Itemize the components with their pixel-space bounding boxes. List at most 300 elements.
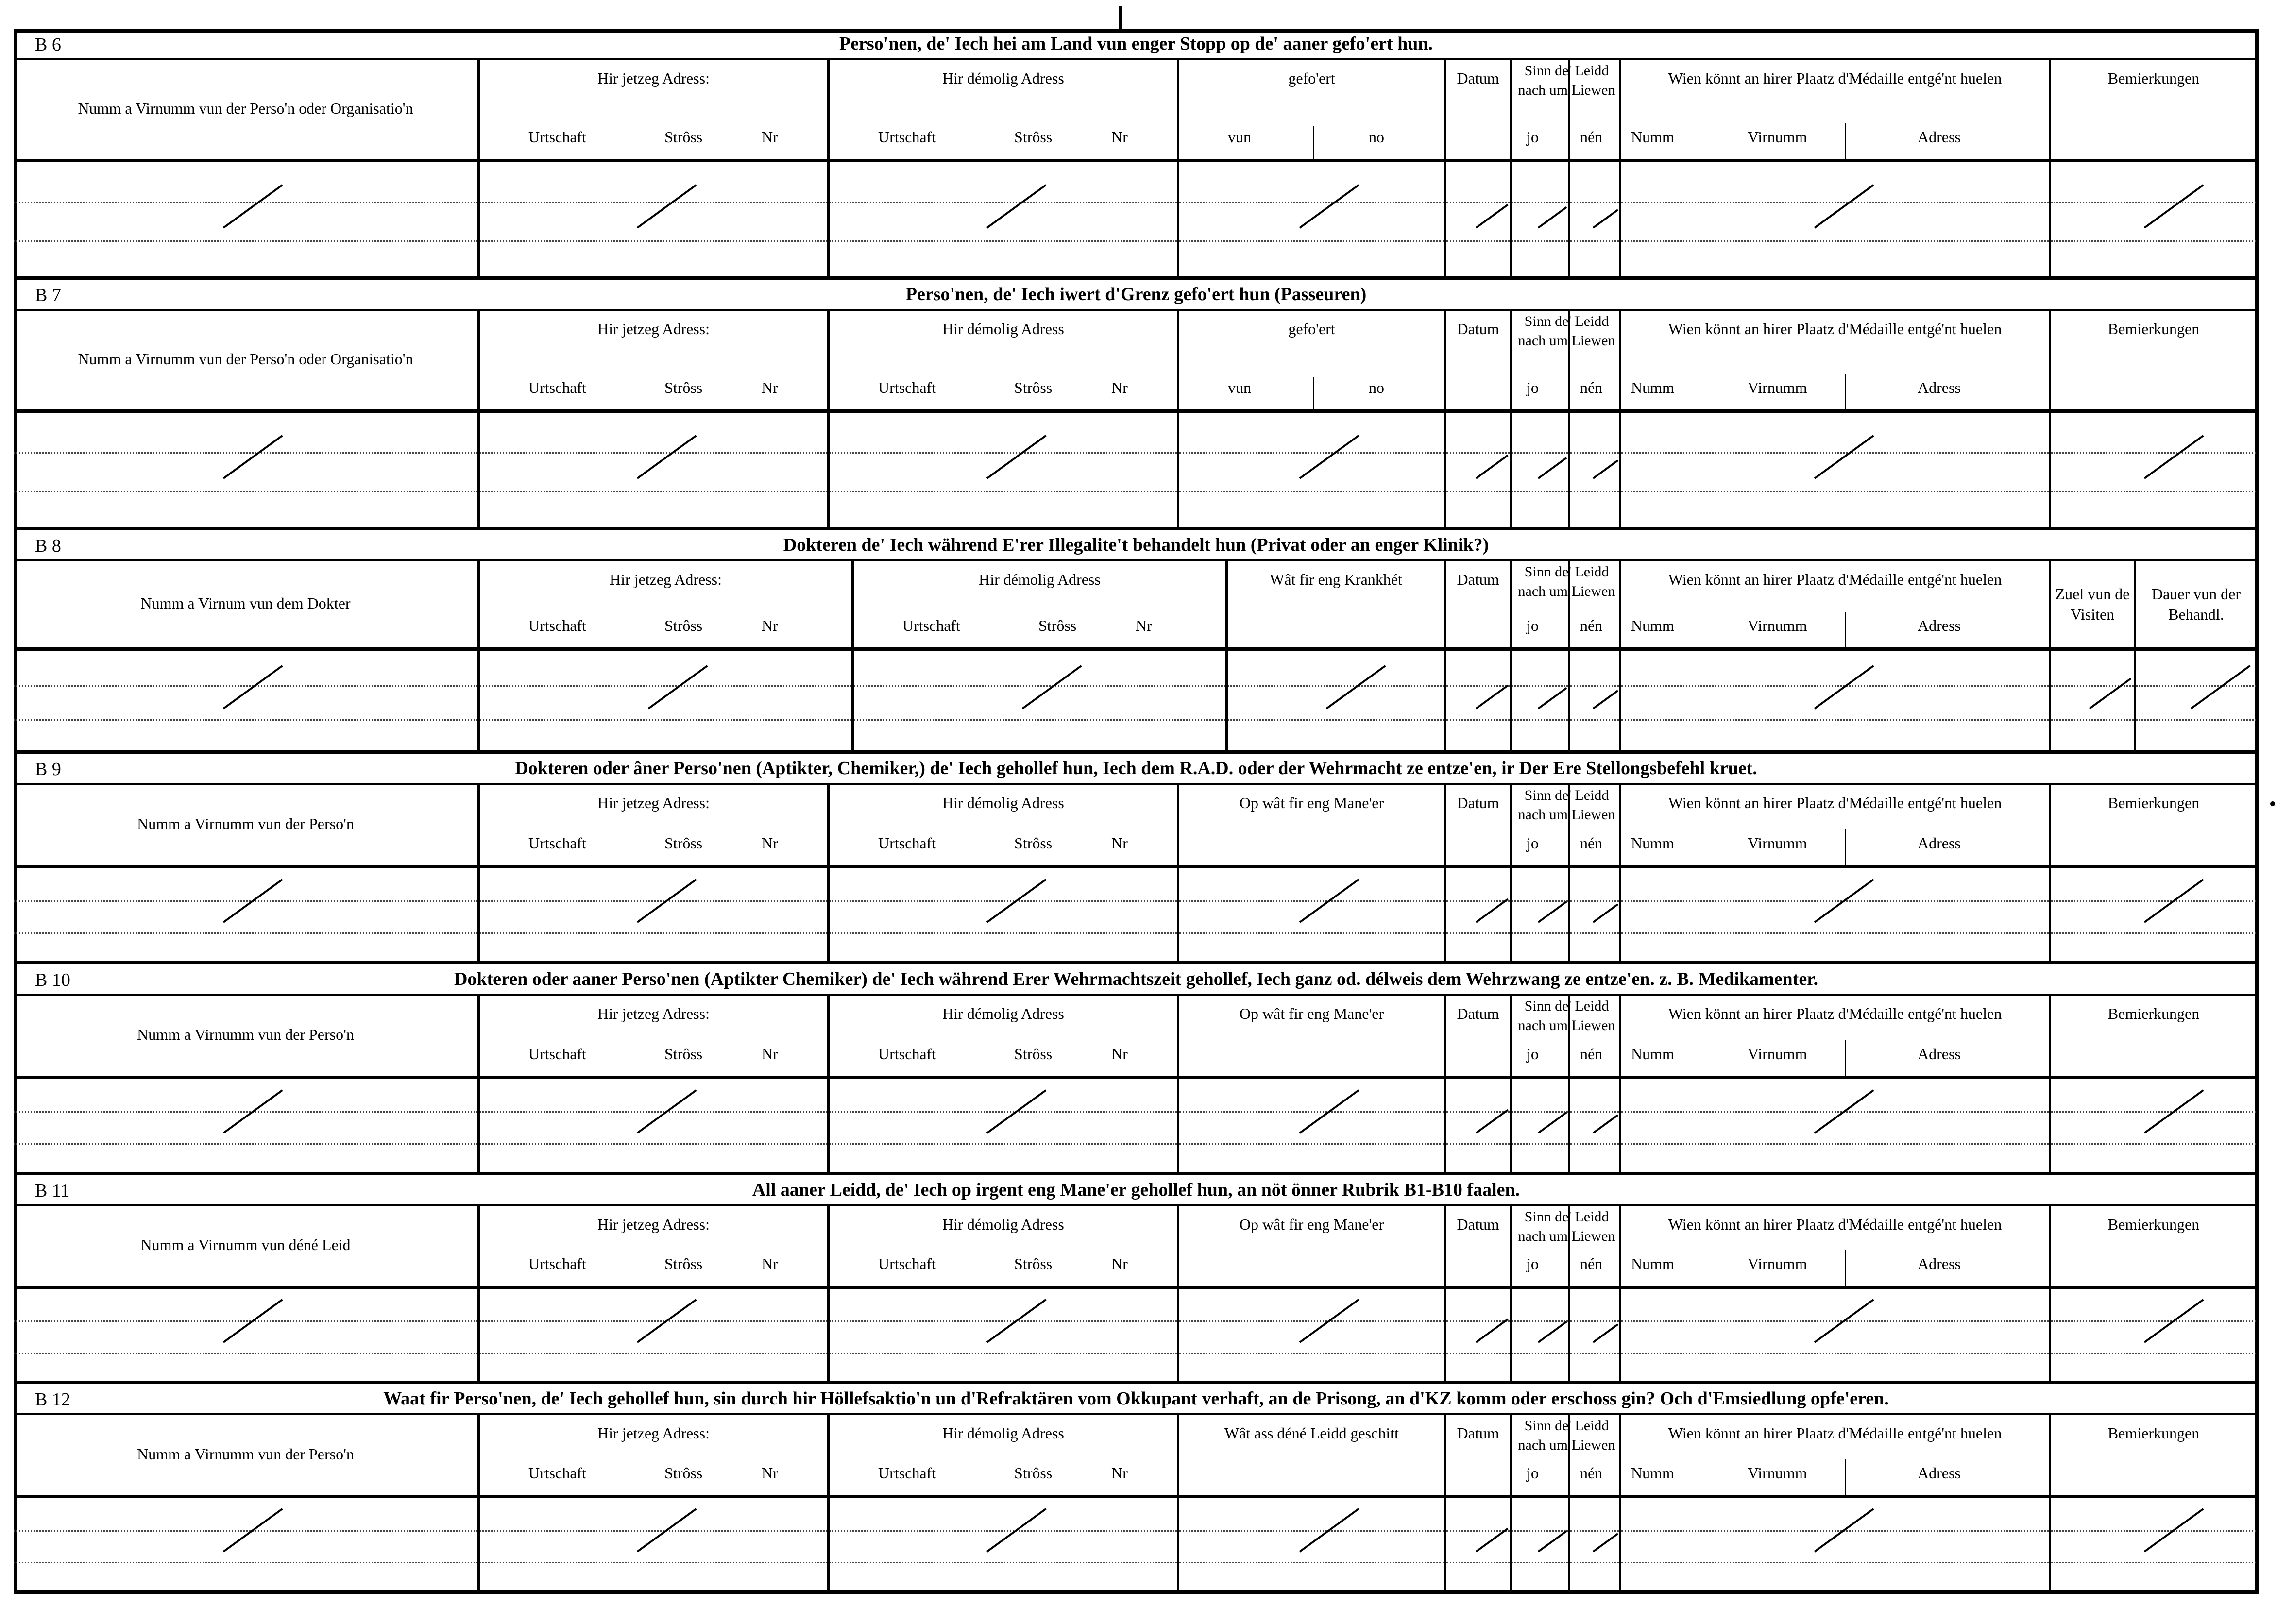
entry-line bbox=[480, 240, 827, 242]
entry-line bbox=[1446, 240, 1510, 242]
address-label: Adress bbox=[1918, 1045, 1961, 1063]
header-cell bbox=[480, 58, 830, 162]
entry-cell[interactable] bbox=[1570, 1079, 1621, 1175]
number-label: Nr bbox=[1111, 379, 1128, 396]
entry-cell[interactable] bbox=[1446, 413, 1512, 530]
entry-cell[interactable] bbox=[480, 413, 830, 530]
section-grid bbox=[14, 1204, 2259, 1381]
header-cell bbox=[1179, 994, 1446, 1079]
date-header: Datum bbox=[1457, 69, 1499, 87]
section-title: Dokteren de' Iech während E'rer Illegalite't behandelt hun (Privat oder an enger Klinik?) bbox=[783, 535, 1489, 555]
entry-line bbox=[14, 1562, 477, 1563]
entry-line bbox=[2051, 932, 2256, 934]
yes-label: jo bbox=[1527, 1045, 1539, 1063]
no-label: nén bbox=[1580, 1255, 1603, 1272]
handwritten-stroke bbox=[1593, 459, 1618, 479]
firstname-label: Virnumm bbox=[1748, 379, 1807, 396]
street-label: Strôss bbox=[664, 834, 703, 852]
entry-line bbox=[480, 1320, 827, 1322]
entry-cell[interactable] bbox=[14, 1498, 480, 1594]
entry-cell[interactable] bbox=[1570, 651, 1621, 754]
entry-line bbox=[2051, 1530, 2256, 1532]
entry-line bbox=[2051, 240, 2256, 242]
entry-line bbox=[1179, 1143, 1444, 1145]
name-header: Numm a Virnumm vun der Perso'n bbox=[137, 1445, 354, 1463]
header-cell bbox=[1446, 783, 1512, 868]
entry-cell[interactable] bbox=[1446, 651, 1512, 754]
entry-cell[interactable] bbox=[1512, 162, 1570, 280]
entry-line bbox=[2136, 719, 2256, 721]
entry-cell[interactable] bbox=[830, 162, 1179, 280]
entry-cell[interactable] bbox=[1179, 1289, 1446, 1384]
entry-cell[interactable] bbox=[1570, 413, 1621, 530]
address-label: Adress bbox=[1918, 379, 1961, 396]
entry-line bbox=[2051, 1320, 2256, 1322]
entry-cell[interactable] bbox=[1179, 162, 1446, 280]
header-cell bbox=[830, 994, 1179, 1079]
type-header: Op wât fir eng Mane'er bbox=[1239, 1216, 1384, 1233]
name-header: Numm a Virnumm vun der Perso'n bbox=[137, 815, 354, 832]
medal-header: Wien könnt an hirer Plaatz d'Médaille entgé'nt huelen bbox=[1668, 1216, 2002, 1233]
no-label: nén bbox=[1580, 1464, 1603, 1482]
divider bbox=[1313, 126, 1314, 159]
handwritten-stroke bbox=[1593, 903, 1618, 923]
header-cell bbox=[2051, 559, 2136, 651]
section-code: B 9 bbox=[35, 759, 61, 779]
yes-label: jo bbox=[1527, 834, 1539, 852]
header-cell bbox=[14, 994, 480, 1079]
handwritten-stroke bbox=[2144, 184, 2204, 228]
entry-line bbox=[1570, 240, 1619, 242]
entry-cell[interactable] bbox=[1570, 162, 1621, 280]
entry-line bbox=[480, 1530, 827, 1532]
handwritten-stroke bbox=[986, 435, 1047, 479]
header-cell bbox=[1446, 559, 1512, 651]
remarks-header: Bemierkungen bbox=[2107, 1216, 2200, 1233]
surname-label: Numm bbox=[1631, 1045, 1674, 1063]
remarks-header: Bemierkungen bbox=[2107, 320, 2200, 338]
entry-cell[interactable] bbox=[480, 162, 830, 280]
header-cell bbox=[1621, 559, 2051, 651]
section-code: B 7 bbox=[35, 285, 61, 305]
entry-line bbox=[1570, 1111, 1619, 1113]
entry-cell[interactable] bbox=[2051, 1079, 2259, 1175]
town-label: Urtschaft bbox=[528, 617, 587, 634]
number-label: Nr bbox=[762, 379, 778, 396]
entry-line bbox=[1179, 1320, 1444, 1322]
entry-cell[interactable] bbox=[1621, 413, 2051, 530]
entry-cell[interactable] bbox=[14, 413, 480, 530]
header-cell bbox=[830, 58, 1179, 162]
entry-line bbox=[1179, 491, 1444, 492]
entry-cell[interactable] bbox=[480, 1289, 830, 1384]
section-title: Dokteren oder âner Perso'nen (Aptikter, Chemiker,) de' Iech gehollef hun, Iech dem R.A.D. oder der Wehrmacht ze entze'en, ir Der Ere Stellongsbefehl kruet. bbox=[515, 758, 1757, 778]
section-code: B 10 bbox=[35, 970, 70, 990]
header-cell bbox=[480, 783, 830, 868]
remarks-header: Bemierkungen bbox=[2107, 69, 2200, 87]
entry-cell[interactable] bbox=[1512, 1079, 1570, 1175]
entry-cell[interactable] bbox=[1512, 1498, 1570, 1594]
section-title: Dokteren oder aaner Perso'nen (Aptikter Chemiker) de' Iech während Erer Wehrmachtszeit gehollef, Iech ganz od. délweis dem Wehrzwang ze entze'en. z. B. Medikamenter. bbox=[454, 969, 1818, 989]
firstname-label: Virnumm bbox=[1748, 1255, 1807, 1272]
handwritten-stroke bbox=[1593, 1323, 1618, 1343]
handwritten-stroke bbox=[637, 435, 697, 479]
entry-line bbox=[1446, 1562, 1510, 1563]
town-label: Urtschaft bbox=[878, 1255, 936, 1272]
entry-line bbox=[1512, 932, 1568, 934]
entry-cell[interactable] bbox=[2051, 413, 2259, 530]
section-title: All aaner Leidd, de' Iech op irgent eng Mane'er gehollef hun, an nöt önner Rubrik B1-B10 faalen. bbox=[752, 1180, 1520, 1200]
page-top-mark bbox=[1119, 6, 1122, 29]
former-address-header: Hir démolig Adress bbox=[942, 1216, 1064, 1233]
from-label: vun bbox=[1228, 379, 1251, 396]
entry-line bbox=[854, 719, 1225, 721]
divider bbox=[1845, 123, 1846, 159]
section-b10 bbox=[14, 964, 2259, 1175]
medal-header: Wien könnt an hirer Plaatz d'Médaille entgé'nt huelen bbox=[1668, 1424, 2002, 1442]
entry-line bbox=[1621, 719, 2049, 721]
entry-cell[interactable] bbox=[1179, 413, 1446, 530]
header-cell bbox=[14, 1413, 480, 1498]
section-title: Waat fir Perso'nen, de' Iech gehollef hun, sin durch hir Höllefsaktio'n un d'Refraktären vom Okkupant verhaft, an de Prisong, an d'KZ komm oder erschoss gin? Och d'Emsiedlung opfe'eren. bbox=[383, 1388, 1889, 1409]
entry-cell[interactable] bbox=[2051, 162, 2259, 280]
entry-cell[interactable] bbox=[14, 651, 480, 754]
entry-cell[interactable] bbox=[1228, 651, 1446, 754]
entry-cell[interactable] bbox=[2136, 651, 2259, 754]
entry-cell[interactable] bbox=[1512, 868, 1570, 964]
entry-line bbox=[1621, 202, 2049, 203]
entry-cell[interactable] bbox=[2051, 1289, 2259, 1384]
handwritten-stroke bbox=[223, 665, 283, 709]
handwritten-stroke bbox=[1476, 455, 1509, 479]
entry-line bbox=[14, 491, 477, 492]
entry-line bbox=[1621, 1320, 2049, 1322]
entry-line bbox=[1446, 1353, 1510, 1354]
medal-header: Wien könnt an hirer Plaatz d'Médaille entgé'nt huelen bbox=[1668, 571, 2002, 588]
entry-line bbox=[1621, 1353, 2049, 1354]
number-label: Nr bbox=[1136, 617, 1152, 634]
name-header: Numm a Virnumm vun déné Leid bbox=[140, 1236, 351, 1253]
town-label: Urtschaft bbox=[878, 128, 936, 146]
header-cell bbox=[14, 559, 480, 651]
handwritten-stroke bbox=[1814, 435, 1874, 479]
entry-line bbox=[1570, 1320, 1619, 1322]
header-cell bbox=[1621, 783, 2051, 868]
entry-cell[interactable] bbox=[1512, 413, 1570, 530]
entry-line bbox=[830, 1353, 1177, 1354]
header-cell bbox=[830, 783, 1179, 868]
entry-cell[interactable] bbox=[14, 868, 480, 964]
entry-cell[interactable] bbox=[1446, 162, 1512, 280]
entry-cell[interactable] bbox=[830, 413, 1179, 530]
street-label: Strôss bbox=[1014, 1045, 1053, 1063]
section-code: B 8 bbox=[35, 536, 61, 556]
address-label: Adress bbox=[1918, 128, 1961, 146]
header-cell bbox=[2051, 309, 2259, 413]
number-label: Nr bbox=[1111, 1045, 1128, 1063]
yes-label: jo bbox=[1527, 128, 1539, 146]
handwritten-stroke bbox=[2089, 678, 2131, 710]
street-label: Strôss bbox=[664, 379, 703, 396]
entry-cell[interactable] bbox=[2051, 868, 2259, 964]
entry-cell[interactable] bbox=[1512, 651, 1570, 754]
entry-line bbox=[1570, 719, 1619, 721]
handwritten-stroke bbox=[1299, 435, 1359, 479]
header-cell bbox=[830, 1204, 1179, 1289]
entry-line bbox=[1570, 1562, 1619, 1563]
firstname-label: Virnumm bbox=[1748, 128, 1807, 146]
entry-line bbox=[2051, 900, 2256, 902]
entry-line bbox=[1621, 900, 2049, 902]
header-cell bbox=[1179, 1413, 1446, 1498]
entry-line bbox=[1446, 685, 1510, 687]
header-cell bbox=[480, 309, 830, 413]
former-address-header: Hir démolig Adress bbox=[942, 320, 1064, 338]
number-label: Nr bbox=[1111, 128, 1128, 146]
entry-line bbox=[1446, 1320, 1510, 1322]
alive-header: Sinn de' Leidd nach um Liewen bbox=[1518, 313, 1615, 349]
entry-line bbox=[14, 1111, 477, 1113]
entry-cell[interactable] bbox=[14, 1289, 480, 1384]
entry-line bbox=[1512, 1320, 1568, 1322]
entry-line bbox=[1621, 1530, 2049, 1532]
duration-header: Dauer vun der Behandl. bbox=[2151, 585, 2241, 623]
entry-line bbox=[1621, 491, 2049, 492]
alive-header: Sinn de' Leidd nach um Liewen bbox=[1518, 787, 1615, 823]
entry-cell[interactable] bbox=[1621, 868, 2051, 964]
handwritten-stroke bbox=[1326, 665, 1386, 709]
entry-line bbox=[830, 491, 1177, 492]
entry-line bbox=[1621, 685, 2049, 687]
number-label: Nr bbox=[1111, 1255, 1128, 1272]
entry-line bbox=[1621, 1143, 2049, 1145]
entry-line bbox=[480, 1353, 827, 1354]
entry-line bbox=[830, 1562, 1177, 1563]
alive-header: Sinn de' Leidd nach um Liewen bbox=[1518, 998, 1615, 1033]
former-address-header: Hir démolig Adress bbox=[979, 571, 1101, 588]
entry-line bbox=[1179, 1562, 1444, 1563]
section-grid bbox=[14, 58, 2259, 276]
entry-line bbox=[14, 719, 477, 721]
header-cell bbox=[1179, 1204, 1446, 1289]
divider bbox=[1845, 1459, 1846, 1495]
entry-cell[interactable] bbox=[1621, 162, 2051, 280]
section-code: B 11 bbox=[35, 1181, 70, 1201]
section-code: B 6 bbox=[35, 34, 61, 55]
entry-cell[interactable] bbox=[1621, 1498, 2051, 1594]
remarks-header: Bemierkungen bbox=[2107, 1424, 2200, 1442]
entry-cell[interactable] bbox=[1179, 868, 1446, 964]
town-label: Urtschaft bbox=[878, 1464, 936, 1482]
entry-line bbox=[2051, 452, 2256, 454]
entry-cell[interactable] bbox=[480, 1079, 830, 1175]
no-label: nén bbox=[1580, 128, 1603, 146]
surname-label: Numm bbox=[1631, 617, 1674, 634]
entry-line bbox=[830, 1320, 1177, 1322]
entry-cell[interactable] bbox=[830, 1289, 1179, 1384]
entry-cell[interactable] bbox=[830, 1498, 1179, 1594]
section-grid bbox=[14, 783, 2259, 961]
current-address-header: Hir jetzeg Adress: bbox=[609, 571, 722, 588]
entry-line bbox=[1570, 491, 1619, 492]
entry-line bbox=[480, 1111, 827, 1113]
entry-cell[interactable] bbox=[1446, 1498, 1512, 1594]
address-label: Adress bbox=[1918, 617, 1961, 634]
entry-cell[interactable] bbox=[1621, 1079, 2051, 1175]
entry-line bbox=[14, 1320, 477, 1322]
town-label: Urtschaft bbox=[528, 1255, 587, 1272]
firstname-label: Virnumm bbox=[1748, 1464, 1807, 1482]
entry-cell[interactable] bbox=[830, 1079, 1179, 1175]
medal-header: Wien könnt an hirer Plaatz d'Médaille entgé'nt huelen bbox=[1668, 69, 2002, 87]
entry-line bbox=[830, 900, 1177, 902]
handwritten-stroke bbox=[1538, 901, 1567, 923]
entry-line bbox=[1446, 202, 1510, 203]
entry-line bbox=[1512, 719, 1568, 721]
alive-header: Sinn de' Leidd nach um Liewen bbox=[1518, 564, 1615, 599]
handwritten-stroke bbox=[223, 184, 283, 228]
number-label: Nr bbox=[1111, 834, 1128, 852]
surname-label: Numm bbox=[1631, 834, 1674, 852]
entry-line bbox=[14, 240, 477, 242]
number-label: Nr bbox=[762, 1045, 778, 1063]
entry-cell[interactable] bbox=[1621, 1289, 2051, 1384]
firstname-label: Virnumm bbox=[1748, 1045, 1807, 1063]
entry-cell[interactable] bbox=[1179, 1079, 1446, 1175]
entry-line bbox=[1512, 202, 1568, 203]
handwritten-stroke bbox=[223, 435, 283, 479]
address-label: Adress bbox=[1918, 1464, 1961, 1482]
entry-line bbox=[830, 452, 1177, 454]
handwritten-stroke bbox=[1476, 1319, 1509, 1343]
entry-line bbox=[830, 932, 1177, 934]
entry-line bbox=[1446, 1111, 1510, 1113]
entry-line bbox=[1512, 1143, 1568, 1145]
entry-cell[interactable] bbox=[830, 868, 1179, 964]
name-header: Numm a Virnumm vun der Perso'n bbox=[137, 1026, 354, 1043]
handwritten-stroke bbox=[1538, 457, 1567, 479]
type-header: Wât ass déné Leidd geschitt bbox=[1224, 1424, 1399, 1442]
former-address-header: Hir démolig Adress bbox=[942, 1424, 1064, 1442]
no-label: nén bbox=[1580, 1045, 1603, 1063]
entry-line bbox=[14, 900, 477, 902]
entry-cell[interactable] bbox=[1179, 1498, 1446, 1594]
handwritten-stroke bbox=[1593, 1114, 1618, 1133]
town-label: Urtschaft bbox=[878, 379, 936, 396]
entry-cell[interactable] bbox=[1446, 1289, 1512, 1384]
current-address-header: Hir jetzeg Adress: bbox=[597, 1216, 710, 1233]
entry-line bbox=[1446, 1530, 1510, 1532]
entry-line bbox=[480, 719, 851, 721]
entry-cell[interactable] bbox=[2051, 1498, 2259, 1594]
entry-line bbox=[1512, 1562, 1568, 1563]
section-b11 bbox=[14, 1175, 2259, 1384]
entry-line bbox=[1179, 202, 1444, 203]
date-header: Datum bbox=[1457, 794, 1499, 812]
handwritten-stroke bbox=[1538, 687, 1567, 710]
address-label: Adress bbox=[1918, 834, 1961, 852]
handwritten-stroke bbox=[1476, 204, 1509, 229]
handwritten-stroke bbox=[648, 665, 708, 709]
section-title: Perso'nen, de' Iech hei am Land vun enger Stopp op de' aaner gefo'ert hun. bbox=[839, 34, 1433, 54]
entry-line bbox=[14, 932, 477, 934]
entry-cell[interactable] bbox=[1446, 1079, 1512, 1175]
entry-line bbox=[1446, 1143, 1510, 1145]
entry-cell[interactable] bbox=[1446, 868, 1512, 964]
address-label: Adress bbox=[1918, 1255, 1961, 1272]
divider bbox=[1845, 612, 1846, 647]
entry-cell[interactable] bbox=[480, 651, 854, 754]
current-address-header: Hir jetzeg Adress: bbox=[597, 1424, 710, 1442]
entry-cell[interactable] bbox=[1512, 1289, 1570, 1384]
entry-cell[interactable] bbox=[2051, 651, 2136, 754]
date-header: Datum bbox=[1457, 1216, 1499, 1233]
surname-label: Numm bbox=[1631, 1464, 1674, 1482]
town-label: Urtschaft bbox=[528, 128, 587, 146]
handwritten-stroke bbox=[1593, 209, 1618, 228]
entry-line bbox=[1512, 1530, 1568, 1532]
entry-cell[interactable] bbox=[14, 1079, 480, 1175]
handwritten-stroke bbox=[1022, 665, 1082, 709]
section-title-bar bbox=[14, 964, 2259, 996]
header-cell bbox=[1179, 58, 1446, 162]
visits-header: Zuel vun de Visiten bbox=[2055, 585, 2130, 623]
entry-cell[interactable] bbox=[1570, 1289, 1621, 1384]
entry-line bbox=[1570, 1353, 1619, 1354]
medal-header: Wien könnt an hirer Plaatz d'Médaille entgé'nt huelen bbox=[1668, 320, 2002, 338]
number-label: Nr bbox=[762, 834, 778, 852]
entry-cell[interactable] bbox=[14, 162, 480, 280]
alive-header: Sinn de' Leidd nach um Liewen bbox=[1518, 63, 1615, 98]
town-label: Urtschaft bbox=[528, 1464, 587, 1482]
header-cell bbox=[1446, 58, 1512, 162]
header-cell bbox=[1446, 994, 1512, 1079]
section-b7 bbox=[14, 280, 2259, 530]
entry-cell[interactable] bbox=[480, 1498, 830, 1594]
surname-label: Numm bbox=[1631, 128, 1674, 146]
number-label: Nr bbox=[762, 1464, 778, 1482]
header-cell bbox=[1621, 309, 2051, 413]
date-header: Datum bbox=[1457, 320, 1499, 338]
header-cell bbox=[1446, 1204, 1512, 1289]
entry-line bbox=[1570, 900, 1619, 902]
from-label: vun bbox=[1228, 128, 1251, 146]
type-header: gefo'ert bbox=[1288, 320, 1335, 338]
entry-line bbox=[2051, 1353, 2256, 1354]
current-address-header: Hir jetzeg Adress: bbox=[597, 1005, 710, 1022]
header-cell bbox=[480, 994, 830, 1079]
handwritten-stroke bbox=[1538, 206, 1567, 229]
entry-cell[interactable] bbox=[1570, 1498, 1621, 1594]
alive-header: Sinn de' Leidd nach um Liewen bbox=[1518, 1209, 1615, 1244]
entry-cell[interactable] bbox=[480, 868, 830, 964]
entry-cell[interactable] bbox=[1621, 651, 2051, 754]
former-address-header: Hir démolig Adress bbox=[942, 69, 1064, 87]
surname-label: Numm bbox=[1631, 1255, 1674, 1272]
handwritten-stroke bbox=[2191, 665, 2251, 709]
entry-line bbox=[1512, 240, 1568, 242]
entry-line bbox=[1621, 1111, 2049, 1113]
entry-line bbox=[2051, 1562, 2256, 1563]
entry-line bbox=[1570, 202, 1619, 203]
entry-cell[interactable] bbox=[1570, 868, 1621, 964]
entry-line bbox=[14, 452, 477, 454]
entry-line bbox=[1446, 491, 1510, 492]
entry-line bbox=[1512, 1353, 1568, 1354]
header-cell bbox=[2136, 559, 2259, 651]
entry-cell[interactable] bbox=[854, 651, 1228, 754]
yes-label: jo bbox=[1527, 617, 1539, 634]
